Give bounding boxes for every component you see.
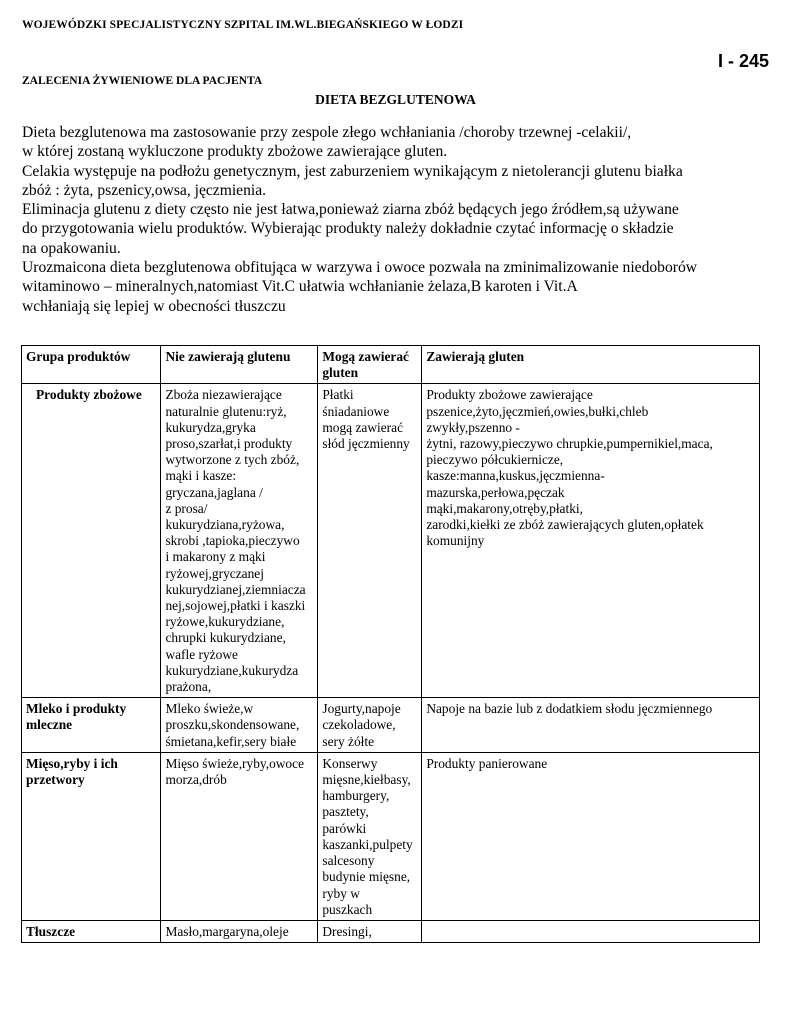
- gluten-cell: [422, 920, 760, 942]
- cell-line: kukurydziana,ryżowa,: [165, 517, 285, 533]
- cell-line: pieczywo półcukiernicze,: [426, 452, 564, 468]
- intro-line: witaminowo – mineralnych,natomiast Vit.C ułatwia wchłanianie żelaza,B karoten i Vit.A: [22, 278, 578, 296]
- cell-line: naturalnie glutenu:ryż,: [165, 403, 287, 419]
- cell-line: kukurydza,gryka: [165, 419, 256, 435]
- cell-line: z prosa/: [165, 500, 208, 516]
- cell-line: zarodki,kiełki ze zbóż zawierających gluten,opłatek: [426, 517, 704, 533]
- cell-line: Napoje na bazie lub z dodatkiem słodu jęczmiennego: [426, 701, 713, 717]
- cell-line: Produkty panierowane: [426, 755, 548, 771]
- no-gluten-cell: [161, 752, 318, 920]
- group-cell: Tłuszcze: [22, 920, 161, 942]
- intro-line: do przygotowania wielu produktów. Wybierając produkty należy dokładnie czytać informację o składzie: [22, 220, 674, 238]
- hospital-name: WOJEWÓDZKI SPECJALISTYCZNY SZPITAL IM.WL.BIEGAŃSKIEGO W ŁODZI: [22, 19, 464, 31]
- cell-line: ryżowe,kukurydziane,: [165, 614, 285, 630]
- cell-line: hamburgery,: [322, 788, 390, 804]
- cell-line: i makarony z mąki: [165, 549, 266, 565]
- may-gluten-cell: [318, 752, 422, 920]
- cell-line: zwykły,pszenno -: [426, 419, 520, 435]
- cell-line: pszenice,żyto,jęczmień,owies,bułki,chleb: [426, 403, 649, 419]
- cell-line: kukurydzianej,ziemniacza: [165, 581, 306, 597]
- intro-line: Urozmaicona dieta bezglutenowa obfitująca w warzywa i owoce pozwala na zminimalizowanie niedoborów: [22, 259, 698, 277]
- no-gluten-cell: [161, 920, 318, 942]
- cell-line: morza,drób: [165, 772, 227, 788]
- may-gluten-cell: [318, 920, 422, 942]
- cell-line: Płatki: [322, 387, 354, 403]
- cell-line: Masło,margaryna,oleje: [165, 923, 289, 939]
- cell-line: Jogurty,napoje: [322, 701, 401, 717]
- intro-line: Eliminacja glutenu z diety często nie jest łatwa,ponieważ ziarna zbóż będących jego źródłem,są używane: [22, 201, 679, 219]
- cell-line: Mięso świeże,ryby,owoce: [165, 755, 305, 771]
- cell-line: mąki i kasze:: [165, 468, 237, 484]
- no-gluten-cell: [161, 384, 318, 698]
- table-row: [22, 920, 760, 942]
- cell-line: parówki: [322, 820, 367, 836]
- may-gluten-cell: [318, 698, 422, 753]
- cell-line: Mleko świeże,w: [165, 701, 254, 717]
- group-cell: Mięso,ryby i ich przetwory: [22, 752, 161, 920]
- group-cell: Produkty zbożowe: [22, 384, 161, 698]
- cell-line: salcesony: [322, 853, 375, 869]
- document-code: I - 245: [717, 51, 769, 71]
- cell-line: śmietana,kefir,sery białe: [165, 733, 297, 749]
- cell-line: Dresingi,: [322, 923, 372, 939]
- gluten-cell: [422, 752, 760, 920]
- table-row: [22, 698, 760, 753]
- diet-title: DIETA BEZGLUTENOWA: [315, 92, 476, 107]
- cell-line: czekoladowe,: [322, 717, 396, 733]
- intro-paragraph: [22, 123, 782, 316]
- cell-line: wafle ryżowe: [165, 646, 238, 662]
- cell-line: słód jęczmienny: [322, 436, 410, 452]
- diet-table: [21, 345, 760, 943]
- cell-line: mąki,makarony,otręby,płatki,: [426, 500, 583, 516]
- may-gluten-cell: [318, 384, 422, 698]
- group-cell: Mleko i produkty mleczne: [22, 698, 161, 753]
- intro-line: Celakia występuje na podłożu genetycznym, jest zaburzeniem wynikającym z nietolerancji glutenu białka: [22, 162, 683, 180]
- cell-line: puszkach: [322, 901, 373, 917]
- table-row: [22, 752, 760, 920]
- intro-line: w której zostaną wykluczone produkty zbożowe zawierające gluten.: [22, 143, 448, 161]
- cell-line: wytworzone z tych zbóż,: [165, 452, 300, 468]
- intro-line: zbóż : żyta, pszenicy,owsa, jęczmienia.: [22, 181, 267, 199]
- cell-line: kukurydziane,kukurydza: [165, 662, 299, 678]
- cell-line: mogą zawierać: [322, 419, 404, 435]
- cell-line: prażona,: [165, 679, 212, 695]
- cell-line: sery żółte: [322, 733, 375, 749]
- cell-line: proszku,skondensowane,: [165, 717, 300, 733]
- cell-line: ryby w: [322, 885, 360, 901]
- gluten-cell: [422, 384, 760, 698]
- intro-line: wchłaniają się lepiej w obecności tłuszczu: [22, 297, 286, 315]
- header-no-gluten: Nie zawierają glutenu: [161, 346, 318, 384]
- cell-line: budynie mięsne,: [322, 869, 411, 885]
- cell-line: Konserwy: [322, 755, 378, 771]
- cell-line: gryczana,jaglana /: [165, 484, 263, 500]
- no-gluten-cell: [161, 698, 318, 753]
- cell-line: komunijny: [426, 533, 485, 549]
- cell-line: ryżowej,gryczanej: [165, 565, 264, 581]
- cell-line: pasztety,: [322, 804, 369, 820]
- cell-line: żytni, razowy,pieczywo chrupkie,pumpernikiel,maca,: [426, 436, 713, 452]
- cell-line: skrobi ,tapioka,pieczywo: [165, 533, 300, 549]
- cell-line: kasze:manna,kuskus,jęczmienna-: [426, 468, 605, 484]
- cell-line: śniadaniowe: [322, 403, 390, 419]
- header-may-gluten: Mogą zawierać gluten: [318, 346, 422, 384]
- cell-line: Zboża niezawierające: [165, 387, 282, 403]
- cell-line: Produkty zbożowe zawierające: [426, 387, 593, 403]
- cell-line: mięsne,kiełbasy,: [322, 772, 411, 788]
- table-row: [22, 384, 760, 698]
- cell-line: proso,szarłat,i produkty: [165, 436, 293, 452]
- table-header-row: [22, 346, 760, 384]
- header-gluten: Zawierają gluten: [422, 346, 760, 384]
- intro-line: Dieta bezglutenowa ma zastosowanie przy zespole złego wchłaniania /choroby trzewnej -celakii/,: [22, 124, 632, 141]
- cell-line: mazurska,perłowa,pęczak: [426, 484, 565, 500]
- cell-line: kaszanki,pulpety: [322, 836, 413, 852]
- cell-line: nej,sojowej,płatki i kaszki: [165, 598, 306, 614]
- intro-line: na opakowaniu.: [22, 239, 121, 257]
- document-subtitle: ZALECENIA ŻYWIENIOWE DLA PACJENTA: [22, 75, 263, 87]
- cell-line: chrupki kukurydziane,: [165, 630, 286, 646]
- header-group: Grupa produktów: [22, 346, 161, 384]
- gluten-cell: [422, 698, 760, 753]
